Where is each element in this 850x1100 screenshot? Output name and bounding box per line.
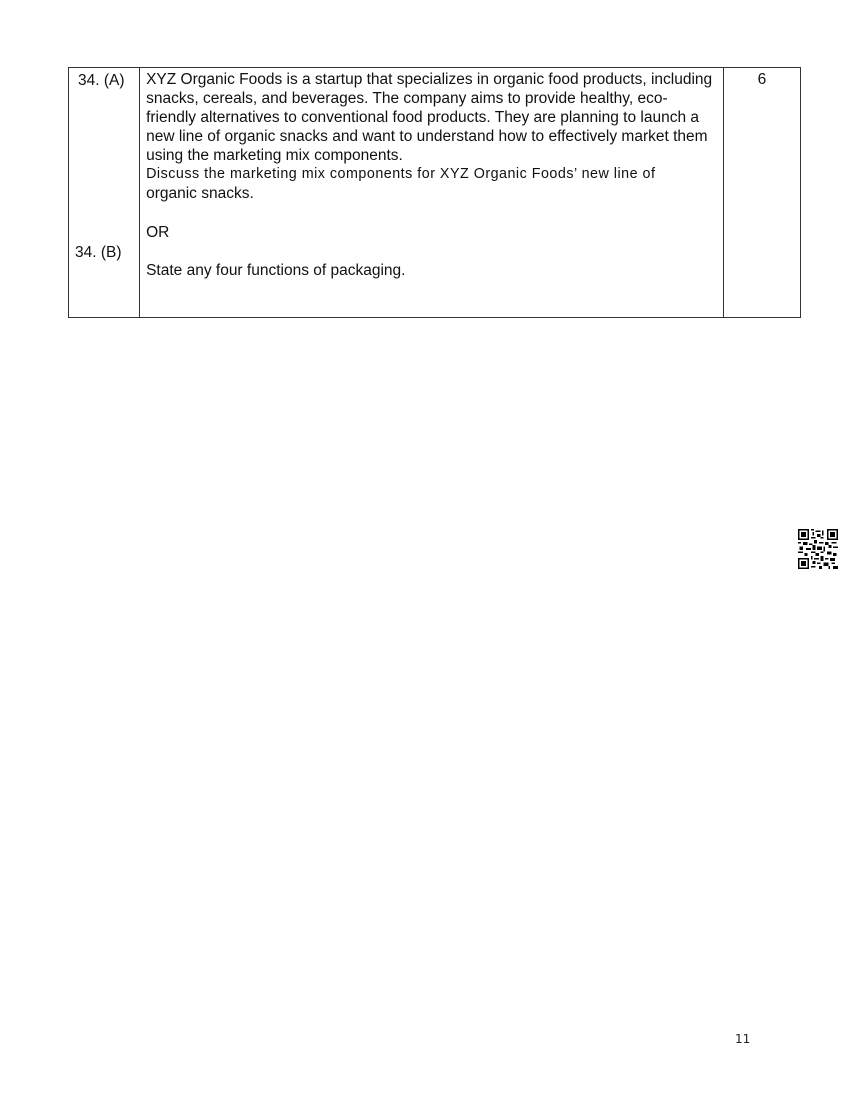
question-text-cell [140,68,724,318]
question-table [68,67,801,318]
marks-cell: 6 [723,68,800,318]
question-a-ask-tail: organic snacks. [146,185,254,202]
question-number-cell [69,68,140,318]
question-a-text: XYZ Organic Foods is a startup that specializes in organic food products, including snacks, cereals, and beverages. The company aims to provide healthy, eco-friendly alternatives to conventional food products. They are planning to launch a new line of organic snacks and want to understand how to effectively market them using the marketing mix components. [146,71,713,164]
question-number-a: 34. (A) [78,72,125,89]
page-number: 11 [735,1032,751,1046]
question-row [69,68,801,318]
question-number-b: 34. (B) [75,244,122,261]
question-a-ask-line: Discuss the marketing mix components for XYZ Organic Foods’ new line of [146,166,656,182]
qr-code-icon [798,529,838,569]
or-label: OR [146,224,170,241]
question-b-text: State any four functions of packaging. [146,262,406,279]
question-a-ask [146,165,717,204]
